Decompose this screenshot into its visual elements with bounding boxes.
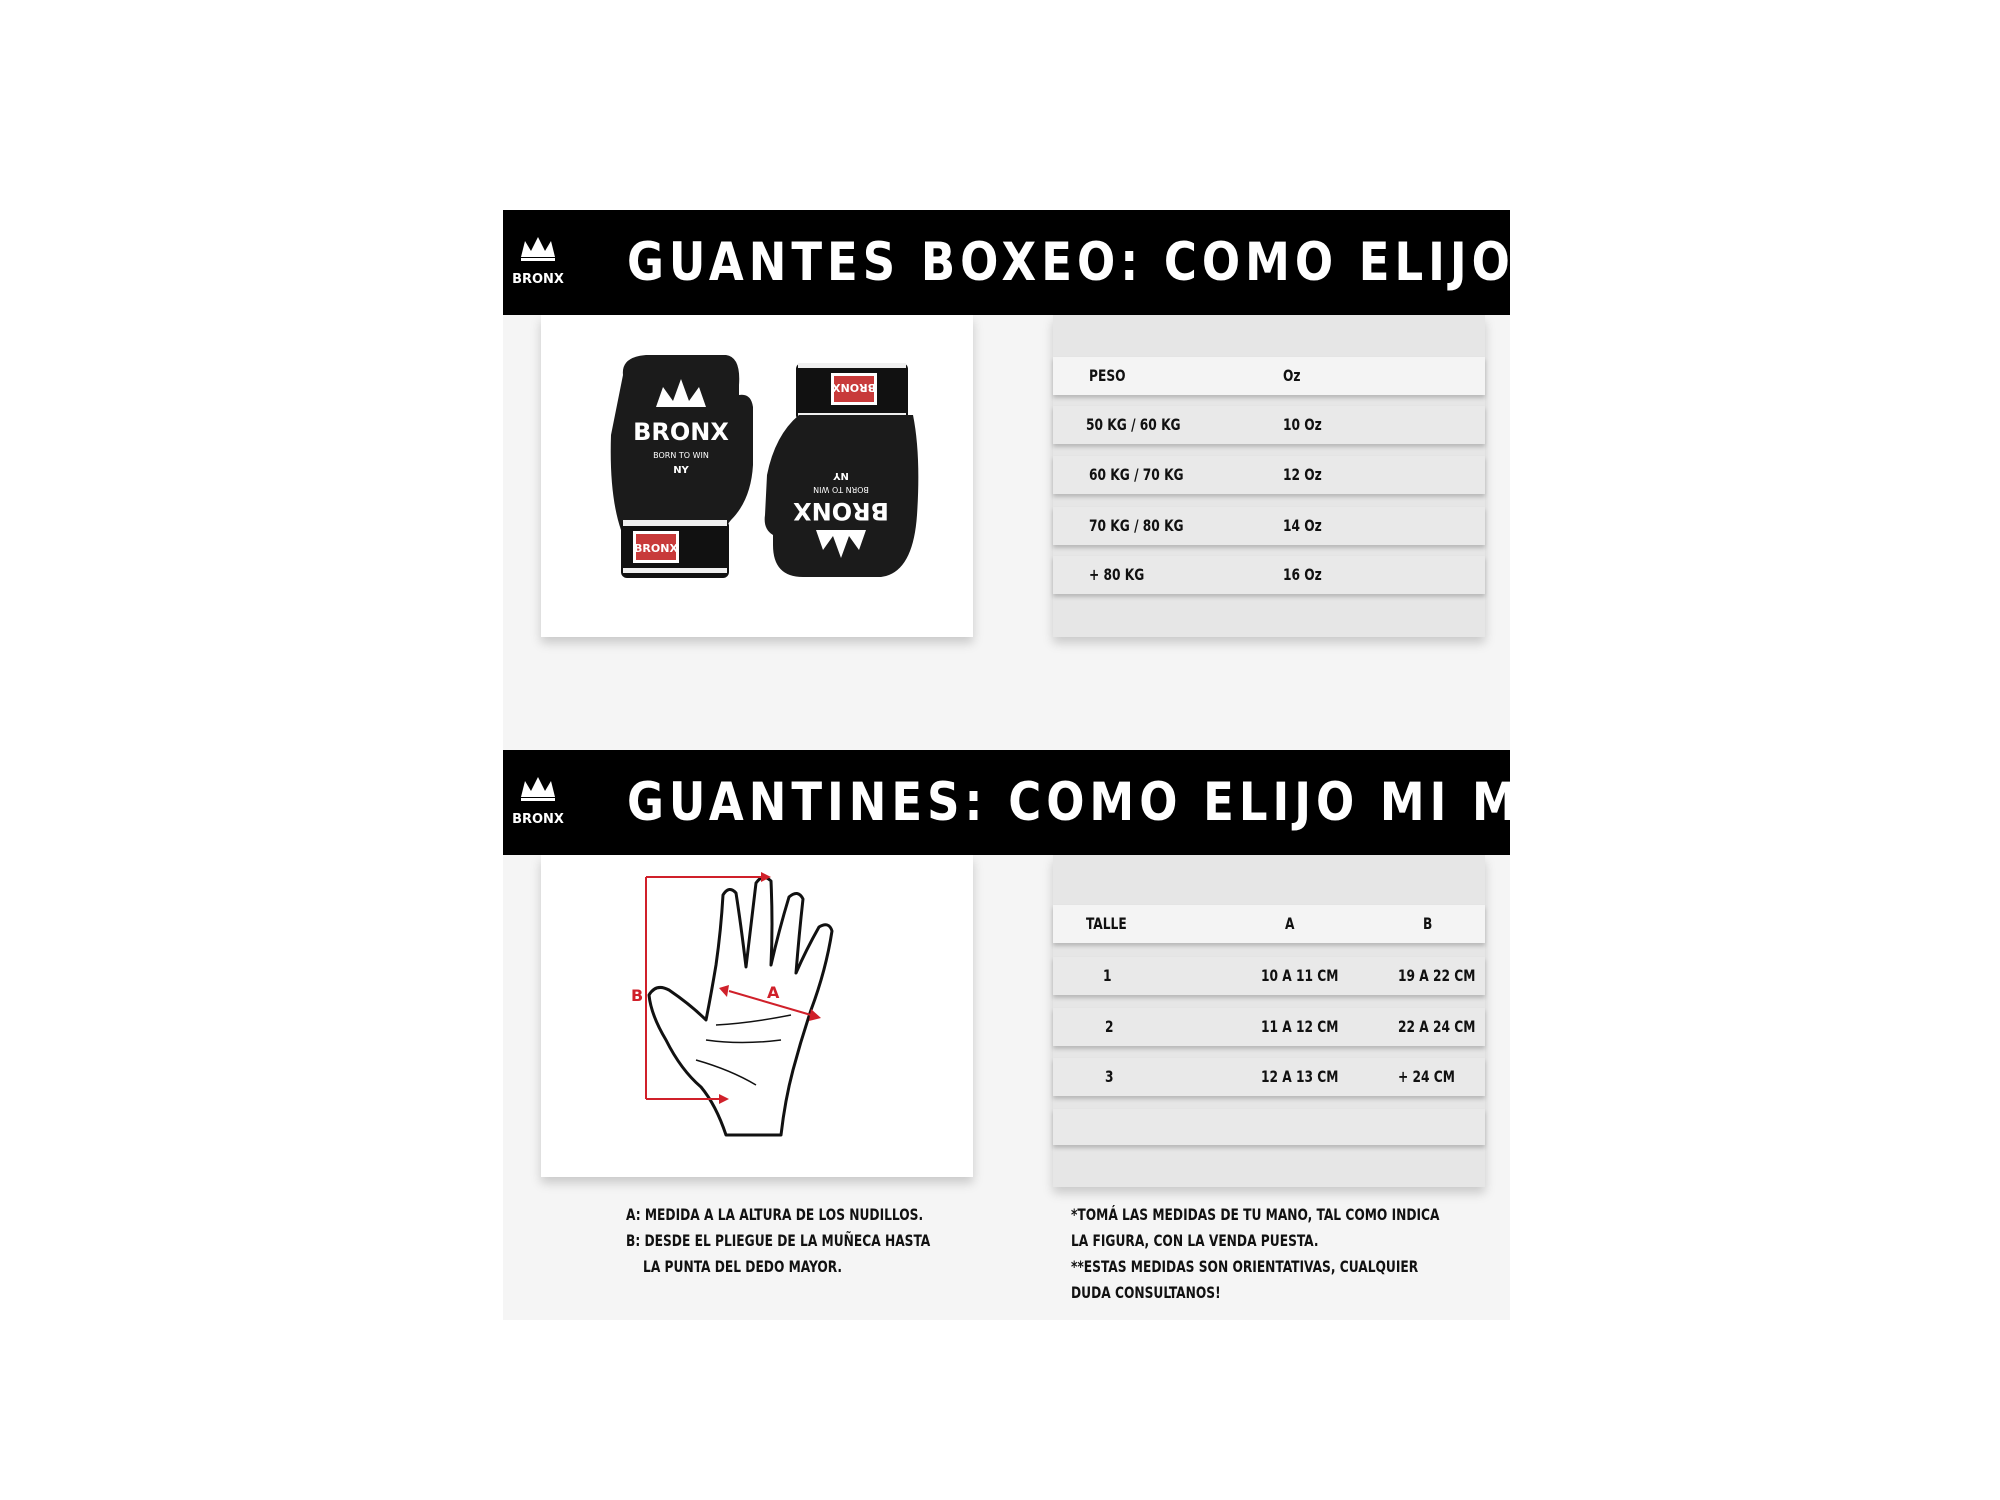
table-header-row — [1053, 357, 1485, 395]
svg-text:NY: NY — [673, 465, 689, 476]
header-peso: PESO — [1089, 366, 1126, 385]
svg-text:BRONX: BRONX — [793, 497, 889, 525]
header-talle: TALLE — [1086, 914, 1127, 933]
table-row: 1 10 A 11 CM 19 A 22 CM — [1053, 957, 1485, 995]
header-a: A — [1285, 914, 1295, 933]
svg-text:BRONX: BRONX — [634, 542, 678, 555]
svg-text:BRONX: BRONX — [512, 272, 564, 287]
svg-text:BORN TO WIN: BORN TO WIN — [813, 485, 869, 494]
svg-text:BORN TO WIN: BORN TO WIN — [653, 451, 709, 460]
table-row: 60 KG / 70 KG 12 Oz — [1053, 456, 1485, 494]
banner-boxing-gloves — [503, 210, 1891, 315]
table-row: 70 KG / 80 KG 14 Oz — [1053, 507, 1485, 545]
bronx-crown-logo — [512, 235, 564, 291]
hand-diagram — [541, 855, 973, 1177]
measurement-notes: *TOMÁ LAS MEDIDAS DE TU MANO, TAL COMO INDICA LA FIGURA, CON LA VENDA PUESTA. **ESTAS MEDIDAS SON ORIENTATIVAS, CUALQUIER DUDA CONSULTANOS! — [1071, 1205, 1440, 1302]
table-row: 3 12 A 13 CM + 24 CM — [1053, 1058, 1485, 1096]
table-row: 50 KG / 60 KG 10 Oz — [1053, 406, 1485, 444]
svg-text:BRONX: BRONX — [832, 381, 876, 394]
boxing-size-table — [1053, 315, 1485, 637]
table-row-empty — [1053, 1109, 1485, 1145]
table-row: 2 11 A 12 CM 22 A 24 CM — [1053, 1008, 1485, 1046]
svg-text:BRONX: BRONX — [512, 812, 564, 827]
label-a: A — [767, 983, 780, 1002]
boxing-gloves-icon — [541, 315, 973, 637]
section-title-inner-gloves: GUANTINES: COMO ELIJO MI MEDIDA? — [627, 771, 1735, 833]
hand-measure-icon — [541, 855, 973, 1177]
banner-inner-gloves — [503, 750, 1735, 855]
svg-text:BRONX: BRONX — [633, 418, 729, 446]
header-b: B — [1423, 914, 1433, 933]
hand-legend: A: MEDIDA A LA ALTURA DE LOS NUDILLOS. B: DESDE EL PLIEGUE DE LA MUÑECA HASTA LA PUNTA DEL DEDO MAYOR. — [626, 1205, 931, 1276]
bronx-crown-logo — [512, 775, 564, 831]
boxing-gloves-image — [541, 315, 973, 637]
header-oz: Oz — [1283, 366, 1301, 385]
section-title-boxing-gloves: GUANTES BOXEO: COMO ELIJO MI MEDIDA? — [627, 231, 1891, 293]
table-header-row — [1053, 905, 1485, 943]
table-row: + 80 KG 16 Oz — [1053, 556, 1485, 594]
label-b: B — [631, 986, 644, 1005]
svg-text:NY: NY — [833, 470, 849, 481]
inner-glove-size-table — [1053, 855, 1485, 1187]
